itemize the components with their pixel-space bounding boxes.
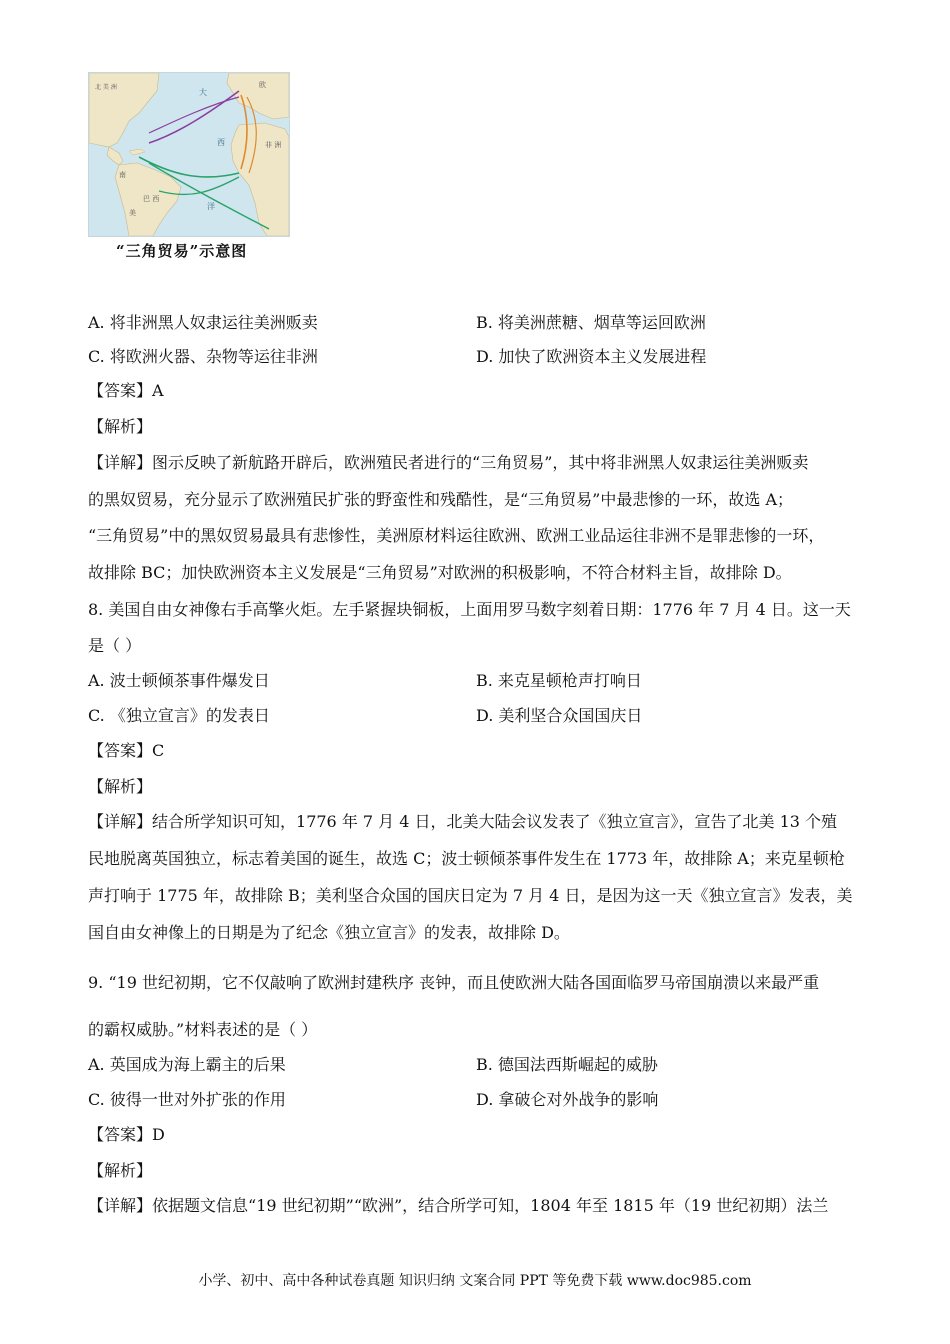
q8-detail-line-1: [88, 809, 837, 832]
map-label-brazil: 巴 西: [143, 195, 160, 203]
q9-option-c: C. 彼得一世对外扩张的作用: [88, 1090, 286, 1109]
q9-option-d: D. 拿破仑对外战争的影响: [476, 1090, 659, 1109]
q8-option-a: A. 波士顿倾茶事件爆发日: [88, 671, 270, 690]
q9-stem-line-2: 的霸权威胁。”材料表述的是（ ）: [88, 1020, 318, 1039]
answer-label: 【答案】: [88, 1125, 153, 1144]
q8-option-d: D. 美利坚合众国国庆日: [476, 706, 643, 725]
detail-text: 依据题文信息“19 世纪初期”“欧洲”，结合所学可知，1804 年至 1815 年（19 世纪初期）法兰: [152, 1196, 829, 1215]
q7-analysis-label: 【解析】: [88, 417, 153, 436]
answer-value: C: [152, 741, 165, 760]
q8-stem-line-2: 是（ ）: [88, 636, 142, 655]
answer-value: A: [152, 381, 164, 400]
q7-answer: [88, 378, 164, 401]
detail-label: 【详解】: [88, 453, 153, 472]
q7-detail-line-2: 的黑奴贸易，充分显示了欧洲殖民扩张的野蛮性和残酷性，是“三角贸易”中最悲惨的一环，故选 A；: [88, 490, 794, 509]
q9-stem-line-1: 9. “19 世纪初期，它不仅敲响了欧洲封建秩序 丧钟，而且使欧洲大陆各国面临罗马帝国崩溃以来最严重: [88, 973, 820, 992]
map-label-atlantic-1: 大: [199, 88, 207, 97]
q9-option-b: B. 德国法西斯崛起的威胁: [476, 1055, 658, 1074]
q8-detail-line-2: 民地脱离英国独立，标志着美国的诞生，故选 C；波士顿倾茶事件发生在 1773 年，故排除 A；来克星顿枪: [88, 849, 845, 868]
map-label-africa: 非 洲: [265, 141, 282, 149]
q9-analysis-label: 【解析】: [88, 1161, 153, 1180]
page-footer[interactable]: 小学、初中、高中各种试卷真题 知识归纳 文案合同 PPT 等免费下载 www.doc985.com: [198, 1273, 752, 1289]
q7-option-d: D. 加快了欧洲资本主义发展进程: [476, 347, 707, 366]
q8-detail-line-4: 国自由女神像上的日期是为了纪念《独立宣言》的发表，故排除 D。: [88, 923, 570, 942]
q8-detail-line-3: 声打响于 1775 年，故排除 B；美利坚合众国的国庆日定为 7 月 4 日，是因为这一天《独立宣言》发表，美: [88, 886, 853, 905]
q7-option-b: B. 将美洲蔗糖、烟草等运回欧洲: [476, 313, 706, 332]
map-label-atlantic-2: 西: [217, 138, 225, 147]
q9-detail-line-1: [88, 1193, 828, 1216]
q8-analysis-label: 【解析】: [88, 777, 153, 796]
map-caption: “三角贸易”示意图: [116, 242, 248, 260]
answer-label: 【答案】: [88, 381, 153, 400]
map-illustration: [89, 73, 289, 236]
detail-text: 图示反映了新航路开辟后，欧洲殖民者进行的“三角贸易”，其中将非洲黑人奴隶运往美洲贩卖: [152, 453, 809, 472]
detail-label: 【详解】: [88, 812, 153, 831]
map-label-south-america: 南: [119, 171, 126, 179]
q7-detail-line-4: 故排除 BC；加快欧洲资本主义发展是“三角贸易”对欧洲的积极影响，不符合材料主旨，故排除 D。: [88, 563, 792, 582]
map-label-north-america: 北 美 洲: [95, 84, 117, 91]
detail-label: 【详解】: [88, 1196, 153, 1215]
q7-detail-line-3: “三角贸易”中的黑奴贸易最具有悲惨性，美洲原材料运往欧洲、欧洲工业品运往非洲不是罪悲惨的一环，: [88, 526, 825, 545]
q8-option-c: C. 《独立宣言》的发表日: [88, 706, 270, 725]
q7-option-c: C. 将欧洲火器、杂物等运往非洲: [88, 347, 318, 366]
map-label-south-america-2: 美: [129, 209, 136, 217]
detail-text: 结合所学知识可知，1776 年 7 月 4 日，北美大陆会议发表了《独立宣言》，宣告了北美 13 个殖: [152, 812, 838, 831]
q9-option-a: A. 英国成为海上霸主的后果: [88, 1055, 286, 1074]
q8-stem-line-1: 8. 美国自由女神像右手高擎火炬。左手紧握块铜板，上面用罗马数字刻着日期：1776 年 7 月 4 日。这一天: [88, 600, 851, 619]
map-label-europe: 欧: [259, 81, 266, 89]
triangle-trade-map: [88, 72, 290, 237]
q8-option-b: B. 来克星顿枪声打响日: [476, 671, 642, 690]
answer-label: 【答案】: [88, 741, 153, 760]
map-label-atlantic-3: 洋: [207, 202, 215, 211]
q9-answer: [88, 1122, 165, 1145]
q7-option-a: A. 将非洲黑人奴隶运往美洲贩卖: [88, 313, 318, 332]
q7-detail-line-1: [88, 450, 808, 473]
q8-answer: [88, 738, 164, 761]
answer-value: D: [152, 1125, 165, 1144]
